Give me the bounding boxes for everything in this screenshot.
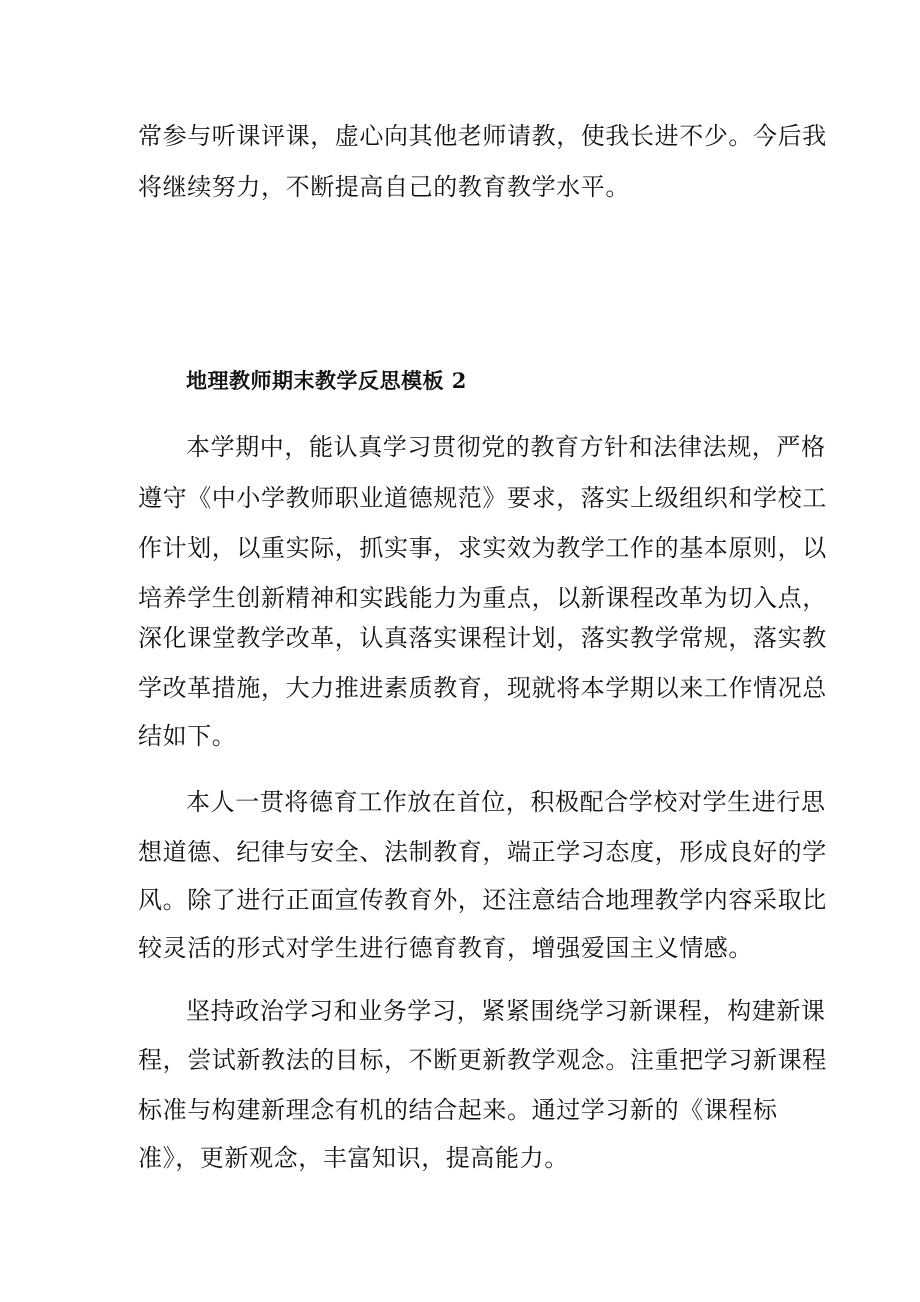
paragraph-1-line-1: 本学期中，能认真学习贯彻党的教育方针和法律法规，严格	[186, 433, 826, 461]
paragraph-3-line-4: 准》，更新观念，丰富知识，提高能力。	[138, 1144, 569, 1172]
paragraph-1-line-6: 学改革措施，大力推进素质教育，现就将本学期以来工作情况总	[138, 674, 827, 702]
section-heading: 地理教师期末教学反思模板 2	[186, 368, 467, 393]
paragraph-3-line-1: 坚持政治学习和业务学习，紧紧围绕学习新课程，构建新课	[186, 997, 826, 1025]
continuation-line-1: 常参与听课评课，虚心向其他老师请教，使我长进不少。今后我	[138, 122, 827, 150]
paragraph-2-line-2: 想道德、纪律与安全、法制教育，端正学习态度，形成良好的学	[138, 838, 827, 866]
paragraph-3-line-2: 程，尝试新教法的目标，不断更新教学观念。注重把学习新课程	[138, 1046, 827, 1074]
paragraph-2-line-3: 风。除了进行正面宣传教育外，还注意结合地理教学内容采取比	[138, 886, 827, 914]
paragraph-3-line-3: 标准与构建新理念有机的结合起来。通过学习新的《课程标	[138, 1096, 778, 1124]
paragraph-1-line-4: 培养学生创新精神和实践能力为重点，以新课程改革为切入点，	[138, 584, 827, 612]
paragraph-1-line-7: 结如下。	[138, 722, 237, 750]
paragraph-1-line-3: 作计划，以重实际，抓实事，求实效为教学工作的基本原则，以	[138, 534, 827, 562]
paragraph-2-line-1: 本人一贯将德育工作放在首位，积极配合学校对学生进行思	[186, 788, 826, 816]
continuation-line-2: 将继续努力，不断提高自己的教育教学水平。	[138, 173, 630, 201]
paragraph-1-line-5: 深化课堂教学改革，认真落实课程计划，落实教学常规，落实教	[138, 624, 827, 652]
paragraph-1-line-2: 遵守《中小学教师职业道德规范》要求，落实上级组织和学校工	[138, 484, 827, 512]
paragraph-2-line-4: 较灵活的形式对学生进行德育教育，增强爱国主义情感。	[138, 934, 753, 962]
